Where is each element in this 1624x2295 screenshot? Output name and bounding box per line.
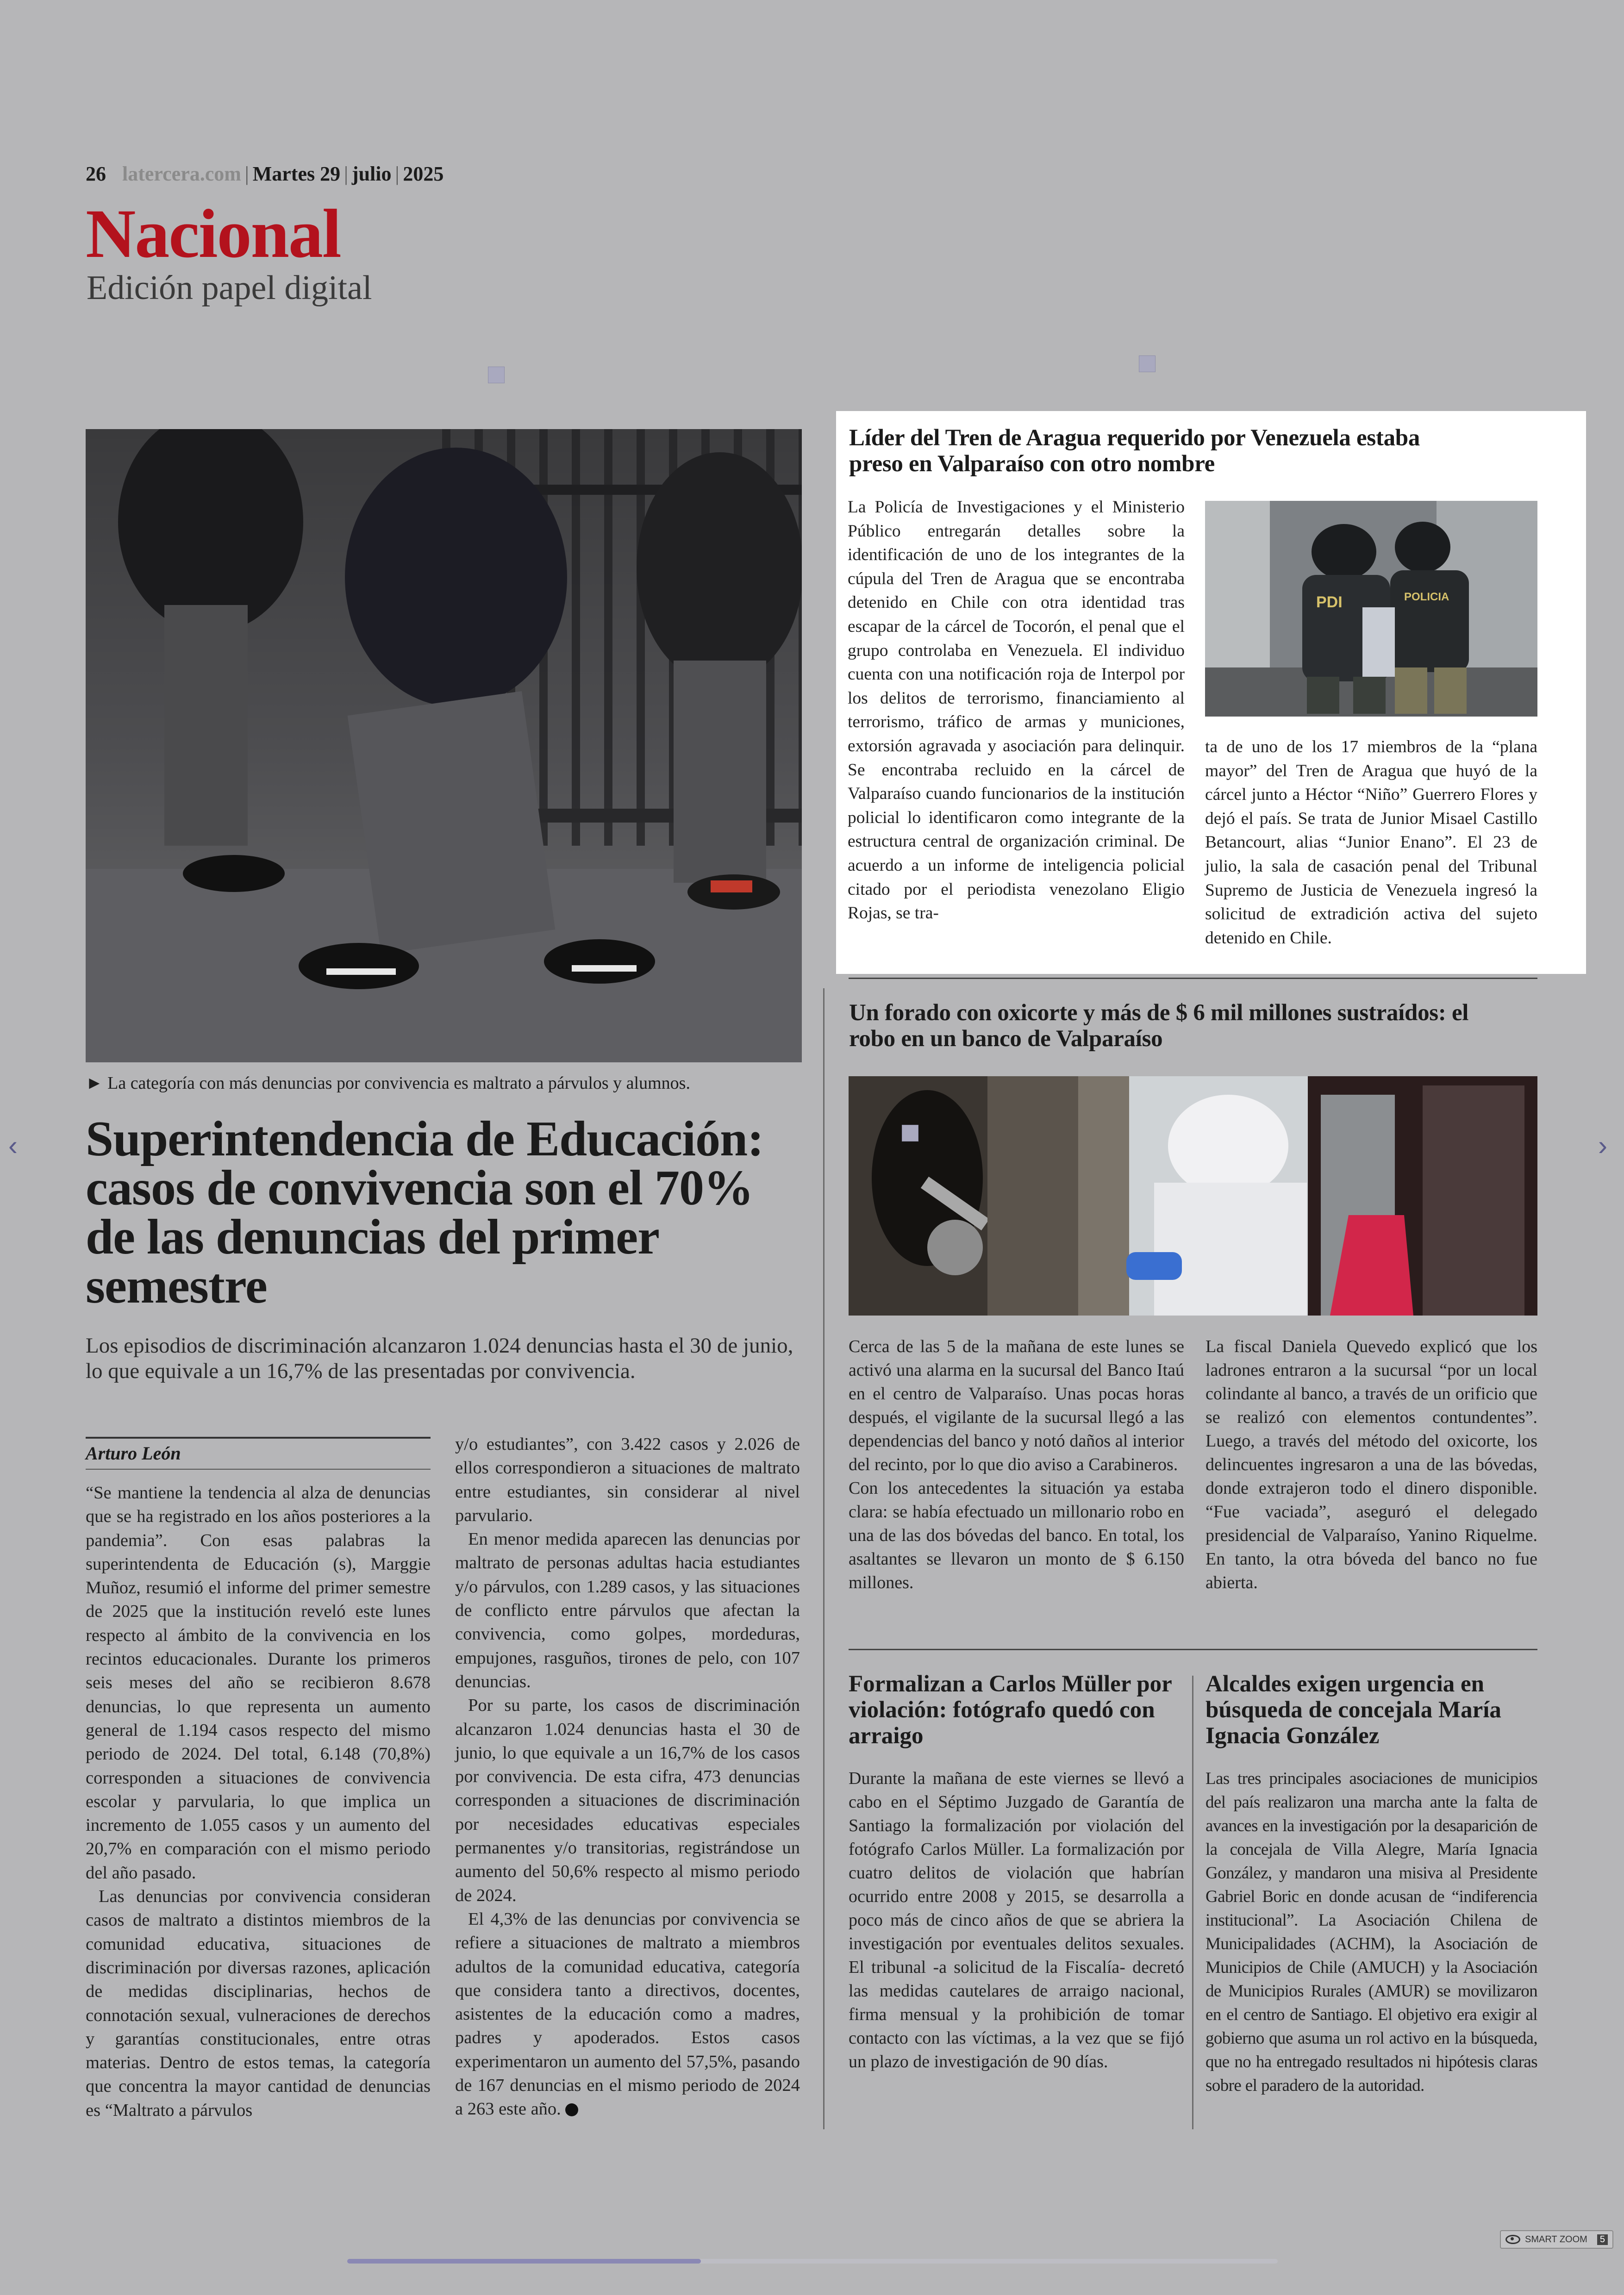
paragraph xyxy=(455,1908,800,2121)
section-rule xyxy=(849,978,1537,979)
police-arrest-photo[interactable] xyxy=(1205,501,1537,717)
paragraph: Con los antecedentes la situación ya estaba clara: se había efectuado un millonario robo en una de las dos bóvedas del banco. En total, los asaltantes se llevaron un monto de $ 6.150 millones. xyxy=(849,1478,1184,1592)
muller-body xyxy=(849,1767,1184,2074)
tren-column-1 xyxy=(848,495,1185,925)
paragraph-text: El 4,3% de las denuncias por convivencia se refiere a situaciones de maltrato a miembros adultos de la comunidad educativa, categoría que considera tanto a directivos, docentes, asistentes de la educación como a madres, padres y apoderados. Estos casos experimentaron un aumento del 57,5%, pasando de 167 denuncias en el mismo periodo de 2024 a 263 este año. xyxy=(455,1909,800,2119)
site-name: latercera.com xyxy=(122,162,241,185)
paragraph: Las denuncias por convivencia consideran casos de maltrato a distintos miembros de la comunidad educativa, situaciones de discriminación por diversas razones, aplicación de medidas disciplinarias, hechos de connotación sexual, vulneraciones de derechos y garantías constitucionales, entre otras materias. Dentro de estos temas, la categoría que concentra la mayor cantidad de denuncias es “Maltrato a párvulos xyxy=(86,1887,431,2120)
alcaldes-body xyxy=(1206,1767,1537,2097)
next-page-arrow-icon[interactable]: › xyxy=(1598,1130,1607,1161)
students-walking-photo[interactable] xyxy=(86,429,802,1062)
page-progress-fill xyxy=(347,2259,701,2264)
paragraph: Las tres principales asociaciones de municipios del país realizaron una marcha ante la falta de avances en la investigación por la desaparición de la concejala de Villa Alegre, María Ignacia González, y mandaron una misiva al Presidente Gabriel Boric en donde acusan de “indiferencia institucional”. La Asociación Chilena de Municipalidades (ACHM), la Asociación de Municipios de Chile (AMUCH) y la Asociación de Municipios Rurales (AMUR) se movilizaron en el centro de Santiago. El objetivo era exigir al gobierno que asuma un rol activo en la búsqueda, que no ha entregado resultados ni hipótesis claras sobre el paradero de la autoridad. xyxy=(1206,1769,1537,2095)
paragraph: “Se mantiene la tendencia al alza de denuncias que se ha registrado en los años posteriores a la pandemia”. Con esas palabras la superintendenta de Educación (s), Marggie Muñoz, resumió el informe del primer semestre de 2025 que la institución reveló este lunes respecto al ámbito de la convivencia en los recintos educacionales. Durante los primeros seis meses del año se recibieron 8.678 denuncias, lo que representa un aumento general de 1.194 casos respecto del mismo periodo de 2024. Del total, 6.148 (70,8%) corresponden a situaciones de convivencia escolar y parvularia, lo que implica un incremento de 1.055 casos y un aumento del 20,7% en comparación con el mismo periodo del año pasado. xyxy=(86,1483,431,1883)
page-number: 26 xyxy=(86,162,106,185)
end-of-story-icon xyxy=(565,2103,578,2116)
bank-headline: Un forado con oxicorte y más de $ 6 mil millones sustraídos: el robo en un banco de Valparaíso xyxy=(849,1000,1469,1052)
page-progress-bar[interactable] xyxy=(347,2259,1278,2264)
smart-zoom-label: SMART ZOOM xyxy=(1525,2234,1587,2245)
muller-headline: Formalizan a Carlos Müller por violación: fotógrafo quedó con arraigo xyxy=(849,1671,1172,1749)
paragraph: ta de uno de los 17 miembros de la “plana mayor” del Tren de Aragua que huyó de la cárcel junto a Héctor “Niño” Guerrero Flores y dejó el país. Se trata de Junior Misael Castillo Betancourt, alias “Junior Enano”. El 23 de julio, la sala de casación penal del Tribunal Supremo de Justicia de Venezuela ingresó la solicitud de extradición activa del sujeto detenido en Chile. xyxy=(1205,737,1537,948)
vest-label-policia: POLICIA xyxy=(1404,591,1449,603)
issue-month: julio xyxy=(351,162,392,185)
issue-year: 2025 xyxy=(403,162,444,185)
previous-page-arrow-icon[interactable]: ‹ xyxy=(8,1130,18,1161)
byline: Arturo León xyxy=(86,1437,431,1470)
annotation-marker[interactable] xyxy=(902,1125,918,1141)
bank-robbery-photo-strip[interactable] xyxy=(849,1076,1537,1316)
paragraph: Por su parte, los casos de discriminación alcanzaron 1.024 denuncias hasta el 30 de junio, lo que equivale a un 16,7% de los casos por convivencia. De esta cifra, 473 denuncias corresponden a situaciones de discriminación por necesidades educativas especiales permanentes y/o transitorias, registrándose un aumento del 50,6% respecto al mismo periodo de 2024. xyxy=(455,1696,800,1905)
paragraph: y/o estudiantes”, con 3.422 casos y 2.026 de ellos correspondieron a situaciones de maltrato entre estudiantes, sin considerar al nivel parvulario. xyxy=(455,1434,800,1525)
issue-day: Martes 29 xyxy=(252,162,341,185)
paragraph: La Policía de Investigaciones y el Ministerio Público entregarán detalles sobre la identificación de uno de los integrantes de la cúpula del Tren de Aragua que se encontraba detenido en Chile con otra identidad tras escapar de la cárcel de Tocorón, el penal que el grupo controlaba en Venezuela. El individuo cuenta con una notificación roja de Interpol por los delitos de terrorismo, financiamiento al terrorismo, tráfico de armas y municiones, extorsión agravada y asociación para delinquir. Se encontraba recluido en la cárcel de Valparaíso cuando funcionarios de la institución policial lo identificaron como integrante de la estructura central de organización criminal. De acuerdo a un informe de inteligencia policial citado por el periodista venezolano Eligio Rojas, se tra- xyxy=(848,498,1185,923)
tren-column-2 xyxy=(1205,735,1537,950)
paragraph: La fiscal Daniela Quevedo explicó que los ladrones entraron a la sucursal “por un local colindante al banco, a través de un orificio que se realizó con elementos contundentes”. Luego, a través del método del oxicorte, los delincuentes ingresaron a una de las bóvedas, donde extrajeron todo el dinero disponible. “Fue vaciada”, aseguró el delegado presidencial de Valparaíso, Yanino Riquelme. En tanto, la otra bóveda del banco no fue abierta. xyxy=(1206,1337,1537,1592)
smart-zoom-button[interactable] xyxy=(1500,2230,1613,2249)
annotation-marker[interactable] xyxy=(488,367,505,383)
main-deck: Los episodios de discriminación alcanzaron 1.024 denuncias hasta el 30 de junio, lo que equivale a un 16,7% de las presentadas por convivencia. xyxy=(86,1334,793,1383)
section-subtitle: Edición papel digital xyxy=(87,269,372,307)
issue-header: 26 latercera.com | Martes 29 | julio | 2025 xyxy=(86,162,444,185)
section-title: Nacional xyxy=(86,195,341,272)
paragraph: En menor medida aparecen las denuncias por maltrato de personas adultas hacia estudiantes y/o párvulos, con 1.289 casos, y las situaciones de conflicto entre párvulos que afectan la convivencia, como golpes, mordeduras, empujones, rasguños, tirones de pelo, con 107 denuncias. xyxy=(455,1529,800,1691)
main-story-column-1 xyxy=(86,1481,431,2122)
column-divider xyxy=(1192,1676,1193,2129)
eye-icon xyxy=(1505,2235,1520,2244)
main-headline: Superintendencia de Educación: casos de convivencia son el 70% de las denuncias del primer semestre xyxy=(86,1111,764,1314)
photo-caption: ► La categoría con más denuncias por convivencia es maltrato a párvulos y alumnos. xyxy=(86,1073,690,1093)
bank-column-1 xyxy=(849,1335,1184,1595)
tren-headline: Líder del Tren de Aragua requerido por Venezuela estaba preso en Valparaíso con otro nombre xyxy=(849,425,1420,477)
paragraph: Durante la mañana de este viernes se llevó a cabo en el Séptimo Juzgado de Garantía de Santiago la formalización por violación del fotógrafo Carlos Müller. La formalización por cuatro delitos de violación que habrían ocurrido entre 2008 y 2015, se desarrolla a poco más de cinco años de que se abriera la investigación por eventuales delitos sexuales. El tribunal -a solicitud de la Fiscalía- decretó las medidas cautelares de arraigo nacional, firma mensual y la prohibición de tomar contacto con las víctimas, a la vez que se fijó un plazo de investigación de 90 días. xyxy=(849,1769,1184,2071)
main-story-column-2 xyxy=(455,1433,800,2121)
vest-label-pdi: PDI xyxy=(1316,593,1343,611)
alcaldes-headline: Alcaldes exigen urgencia en búsqueda de concejala María Ignacia González xyxy=(1206,1671,1501,1749)
section-rule xyxy=(849,1649,1537,1650)
zoom-level-badge: 5 xyxy=(1597,2234,1608,2245)
bank-column-2 xyxy=(1206,1335,1537,1595)
column-divider xyxy=(823,988,824,2129)
paragraph: Cerca de las 5 de la mañana de este lunes se activó una alarma en la sucursal del Banco Itaú en el centro de Valparaíso. Unas pocas horas después, el vigilante de la sucursal llegó a las dependencias del banco y notó daños al interior del recinto, por lo que dio aviso a Carabineros. xyxy=(849,1337,1184,1474)
annotation-marker[interactable] xyxy=(1139,355,1156,372)
